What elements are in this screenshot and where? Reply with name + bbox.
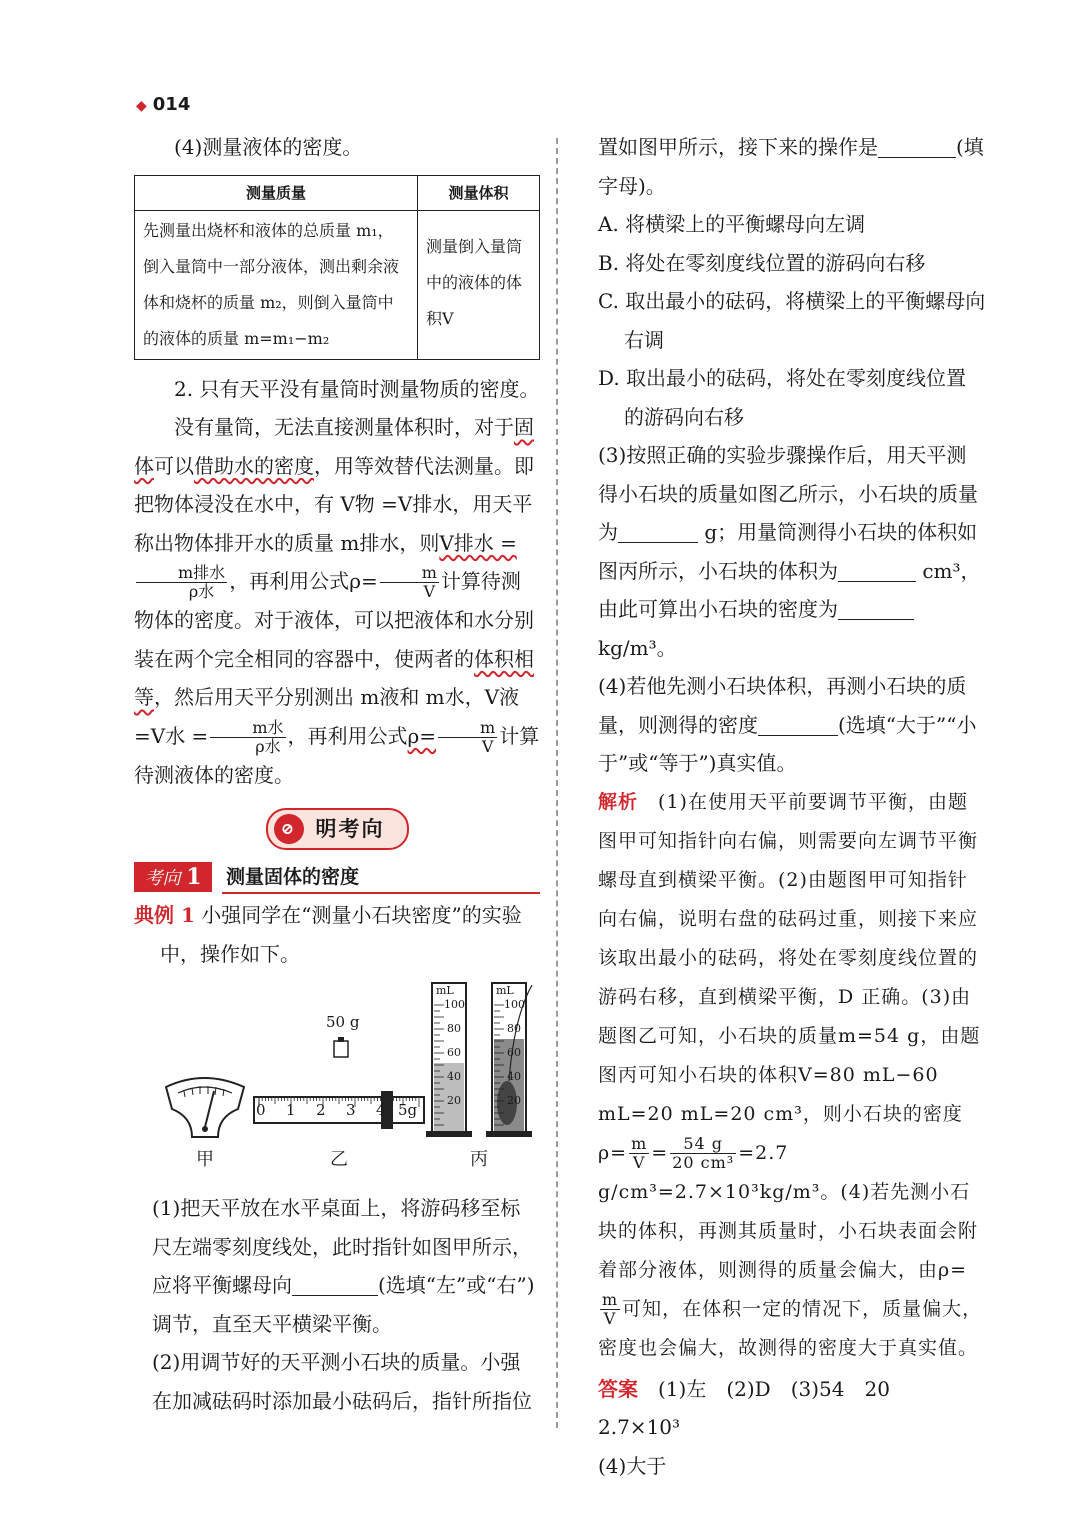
example-1: 典例 1 小强同学在“测量小石块密度”的实验中，操作如下。 xyxy=(134,903,522,966)
ruler-tick-4: 4 xyxy=(376,1101,386,1119)
table-header-mass: 测量质量 xyxy=(135,175,418,210)
solution: 解析 (1)在使用天平前要调节平衡，由题图甲可知指针向右偏，则需要向左调节平衡螺母直到横梁平衡。(2)由题图甲可知指针向右偏，说明右盘的砝码过重，则接下来应该取出最小的砝码，将处在零刻度线位置的游码右移，直到横梁平衡，D 正确。(3)由题图乙可知，小石块的质量m=54 g，由题图丙可知小石块的体积V=80 mL−60 mL=20 mL=20 cm³，则小石块的密度ρ= $\frac{m}{V}$ = $\frac{54 g}{\text{20 cm³}}$ =2.7 g/cm³=2.7×10³kg/m³。(4)若先测小石块的体积，再测其质量时，小石块表面会附着部分液体，则测得的质量会偏大，由ρ= $\frac{m}{V}$ 可知，在体积一定的情况下，质量偏大，密度也会偏大，故测得的密度大于真实值。 xyxy=(598,790,983,1359)
ruler-tick-0: 0 xyxy=(256,1101,266,1119)
answer-blank-4[interactable] xyxy=(758,713,838,736)
table-cell-mass: 先测量出烧杯和液体的总质量 m₁，倒入量筒中一部分液体，测出剩余液体和烧杯的质量 m₂，则倒入量筒中的液体的质量 m=m₁−m₂ xyxy=(135,210,418,359)
question-4: (4)若他先测小石块体积，再测小石块的质量，则测得的密度 (选填“大于”“小于”或“等于”)真实值。 xyxy=(598,674,977,775)
question-3: (3)按照正确的实验步骤操作后，用天平测得小石块的质量如图乙所示，小石块的质量为 g；用量筒测得小石块的体积如图丙所示，小石块的体积为 cm³，由此可算出小石块的密度为 kg/m³。 xyxy=(598,443,981,660)
fraction-density: $\frac{m}{V}$ xyxy=(380,564,439,601)
cyl2-tick-20: 20 xyxy=(507,1094,521,1107)
cyl2-tick-60: 60 xyxy=(507,1046,521,1059)
section-4-heading: (4)测量液体的密度。 xyxy=(174,135,363,159)
cyl1-tick-40: 40 xyxy=(447,1070,461,1083)
fraction-54-over-20: $\frac{54 g}{\text{20 cm³}}$ xyxy=(672,1134,735,1172)
balance-dial xyxy=(166,1078,244,1137)
formula-v-displaced: V排水 = $\frac{\text{m排水}}{\text{ρ水}}$ xyxy=(134,531,517,594)
direction-badge: 考向 1 xyxy=(134,862,212,892)
cyl2-tick-100: 100 xyxy=(504,998,525,1011)
exam-direction-1 xyxy=(134,858,540,894)
table-cell-volume: 测量倒入量筒中的液体的体积V xyxy=(418,210,540,359)
cyl1-tick-60: 60 xyxy=(447,1046,461,1059)
item-2-heading: 2. 只有天平没有量筒时测量物质的密度。 xyxy=(174,376,540,401)
option-c: C. 取出最小的砝码，将横梁上的平衡螺母向右调 xyxy=(598,289,986,352)
label-yi: 乙 xyxy=(330,1149,348,1170)
answer-blank-3a[interactable] xyxy=(618,520,698,543)
question-2: (2)用调节好的天平测小石块的质量。小强在加减砝码时添加最小砝码后，指针所指位 xyxy=(152,1350,532,1413)
fraction-water: $\frac{\text{m水}}{\text{ρ水}}$ xyxy=(210,719,285,756)
cyl1-tick-20: 20 xyxy=(447,1094,461,1107)
right-column xyxy=(598,128,986,1485)
cylinder-unit-2: mL xyxy=(496,984,514,997)
left-column xyxy=(134,128,540,1420)
cyl2-tick-40: 40 xyxy=(507,1070,521,1083)
measurement-table xyxy=(134,175,540,360)
question-2-continued: 置如图甲所示，接下来的操作是 (填字母)。 xyxy=(598,135,984,198)
keyword-solid: 固体 xyxy=(134,415,534,478)
cyl1-tick-100: 100 xyxy=(444,998,465,1011)
option-d: D. 取出最小的砝码，将处在零刻度线位置的游码向右移 xyxy=(598,366,967,429)
ruler-tick-2: 2 xyxy=(316,1101,326,1119)
cyl1-tick-80: 80 xyxy=(447,1022,461,1035)
ruler-tick-5: 5g xyxy=(398,1101,418,1119)
exam-direction-title: ⊘ 明考向 xyxy=(134,808,540,852)
direction-label: 测量固体的密度 xyxy=(226,866,360,888)
ruler-tick-1: 1 xyxy=(286,1101,296,1119)
paragraph-equivalent-method: 没有量筒，无法直接测量体积时，对于固体可以借助水的密度，用等效替代法测量。即把物体浸没在水中，有 V物 =V排水，用天平称出物体排开水的质量 m排水，则V排水 = $\frac{\text{m排水}}{\text{ρ水}}$ ，再利用公式ρ= $\frac{m}{V}$ 计算待测物体的密度。对于液体，可以把液体和水分别装在两个完全相同的容器中，使两者的体积相等，然后用天平分别测出 m液和 m水，V液 =V水 = $\frac{\text{m水}}{\text{ρ水}}$ ，再利用公式ρ= $\frac{m}{V}$ 计算待测液体的密度。 xyxy=(134,415,540,787)
answer-blank-2[interactable] xyxy=(878,135,956,158)
label-bing: 丙 xyxy=(470,1149,488,1170)
answer-blank-1[interactable] xyxy=(292,1273,378,1296)
answer-blank-3b[interactable] xyxy=(838,559,916,582)
weight-label: 50 g xyxy=(326,1013,360,1031)
answer-blank-3c[interactable] xyxy=(838,597,914,620)
label-jia: 甲 xyxy=(196,1149,214,1170)
formula-density-2: ρ= $\frac{m}{V}$ xyxy=(407,717,496,756)
cylinder-unit-1: mL xyxy=(436,984,454,997)
page-number: ◆ 014 xyxy=(136,94,191,115)
cyl2-tick-80: 80 xyxy=(507,1022,521,1035)
table-header-volume: 测量体积 xyxy=(418,175,540,210)
weight-50g xyxy=(334,1041,348,1057)
option-b: B. 将处在零刻度线位置的游码向右移 xyxy=(598,250,926,275)
experiment-figure xyxy=(134,977,540,1185)
answer: 答案 (1)左 (2)D (3)54 20 2.7×10³ xyxy=(598,1376,910,1439)
fraction-m-over-rho: $\frac{\text{m排水}}{\text{ρ水}}$ xyxy=(136,564,227,601)
diamond-icon: ◆ xyxy=(136,98,147,114)
compass-icon: ⊘ xyxy=(274,814,304,844)
question-1: (1)把天平放在水平桌面上，将游码移至标尺左端零刻度线处，此时指针如图甲所示，应将平衡螺母向 (选填“左”或“右”)调节，直至天平横梁平衡。 xyxy=(152,1196,535,1336)
keyword-equal-volume: 体积相等 xyxy=(134,646,534,709)
option-a: A. 将横梁上的平衡螺母向左调 xyxy=(598,212,866,236)
column-divider xyxy=(556,138,558,1428)
ruler-tick-3: 3 xyxy=(346,1101,356,1119)
keyword-water-density: 借助水的密度 xyxy=(194,453,314,478)
answer-line-2: (4)大于 xyxy=(598,1453,667,1478)
